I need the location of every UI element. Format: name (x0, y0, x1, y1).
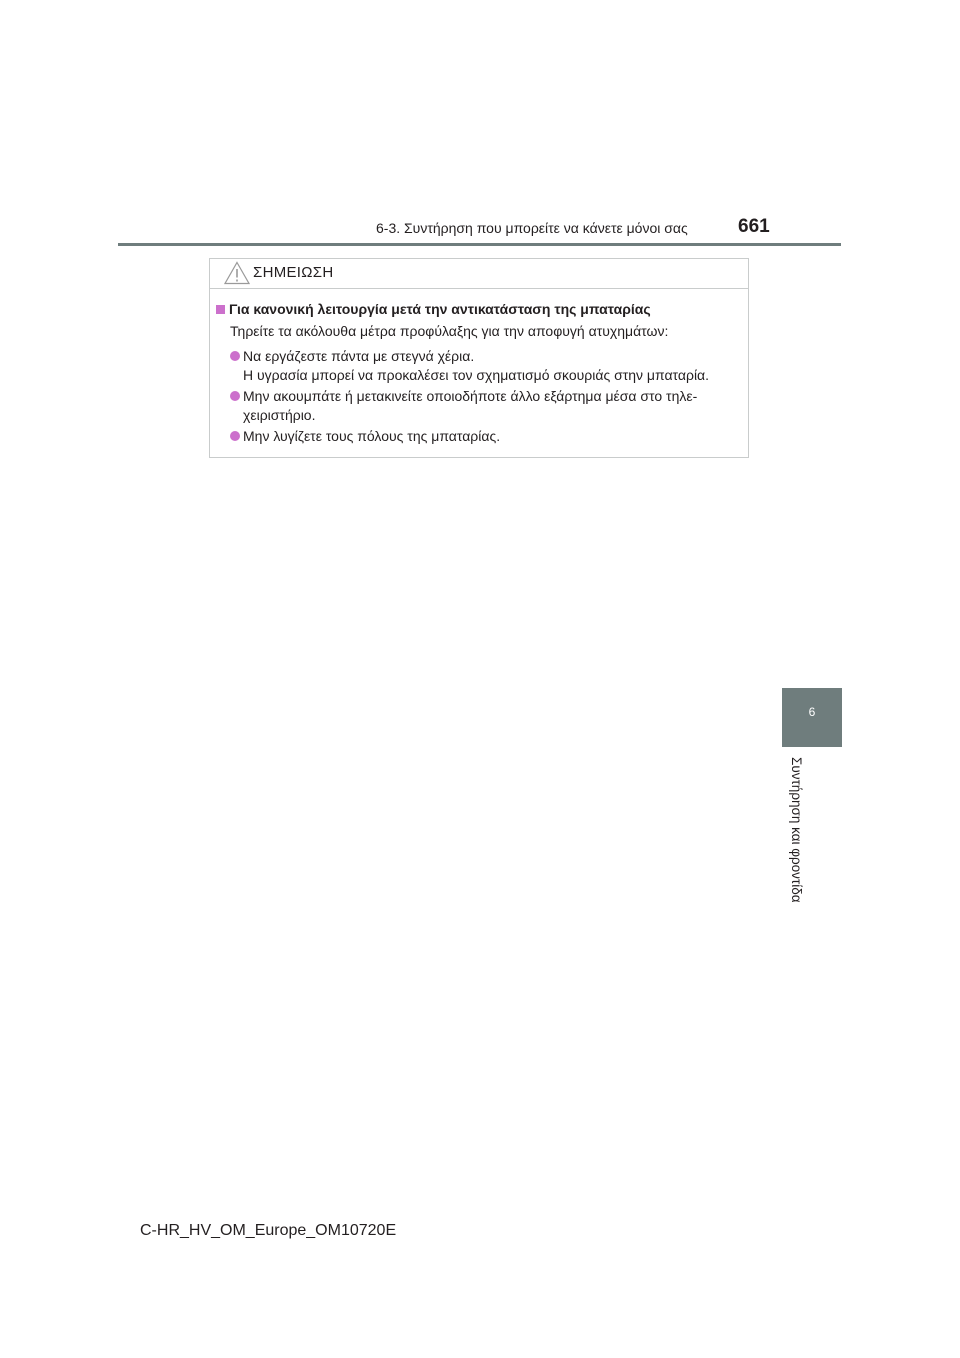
notice-box (209, 258, 749, 458)
header-divider (118, 243, 841, 246)
notice-subheading (216, 301, 651, 317)
round-bullet-icon (230, 391, 240, 401)
list-item-line: Μην ακουμπάτε ή μετακινείτε οποιοδήποτε άλλο εξάρτημα μέσα στο τηλε- (243, 388, 698, 404)
round-bullet-icon (230, 351, 240, 361)
document-code: C-HR_HV_OM_Europe_OM10720E (140, 1222, 397, 1239)
chapter-title-vertical (786, 757, 806, 917)
list-item-line: χειριστήριο. (243, 407, 316, 423)
notice-title: ΣΗΜΕΙΩΣΗ (253, 264, 334, 281)
chapter-tab (782, 688, 842, 747)
chapter-title: Συντήρηση και φροντίδα (789, 757, 804, 903)
round-bullet-icon (230, 431, 240, 441)
section-title: 6-3. Συντήρηση που μπορείτε να κάνετε μόνοι σας (376, 220, 688, 236)
chapter-number: 6 (808, 705, 816, 719)
list-item-line: Η υγρασία μπορεί να προκαλέσει τον σχηματισμό σκουριάς στην μπαταρία. (243, 367, 710, 383)
list-item (230, 427, 742, 446)
square-bullet-icon (216, 305, 225, 314)
list-item (230, 347, 742, 385)
notice-intro: Τηρείτε τα ακόλουθα μέτρα προφύλαξης για την αποφυγή ατυχημάτων: (230, 323, 669, 339)
list-item-line: Μην λυγίζετε τους πόλους της μπαταρίας. (243, 428, 501, 444)
subheading-text: Για κανονική λειτουργία μετά την αντικατάσταση της μπαταρίας (229, 301, 651, 317)
page-number: 661 (738, 216, 770, 237)
list-item-line: Να εργάζεστε πάντα με στεγνά χέρια. (243, 348, 475, 364)
warning-triangle-icon (224, 261, 250, 285)
notice-header (210, 259, 748, 289)
list-item (230, 387, 742, 425)
